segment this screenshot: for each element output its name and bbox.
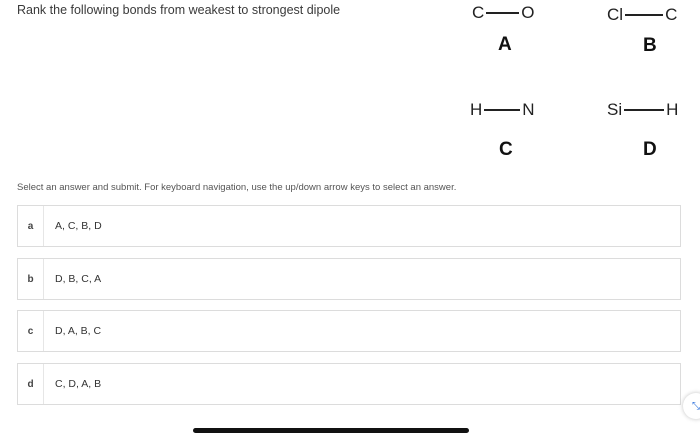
answer-option-c[interactable]: [17, 310, 681, 352]
bond-b-label: B: [643, 35, 657, 56]
bond-a-right-atom: O: [521, 3, 535, 22]
bond-a-label: A: [498, 34, 512, 55]
bond-c-label: C: [499, 139, 513, 160]
bond-c-right-atom: N: [522, 100, 535, 119]
bond-b-line: [625, 14, 663, 16]
home-indicator-bar[interactable]: [193, 428, 469, 433]
bond-c-line: [484, 109, 520, 111]
answer-option-a[interactable]: [17, 205, 681, 247]
bond-a-left-atom: C: [472, 3, 485, 22]
question-text: Rank the following bonds from weakest to strongest dipole: [17, 3, 341, 17]
option-text: C, D, A, B: [55, 378, 102, 390]
answer-option-d[interactable]: [17, 363, 681, 405]
option-text: D, A, B, C: [55, 325, 102, 337]
bond-c-left-atom: H: [470, 100, 483, 119]
bond-a: [472, 3, 535, 23]
option-letter: a: [18, 206, 44, 246]
option-text: A, C, B, D: [55, 220, 102, 232]
option-letter: b: [18, 259, 44, 299]
bond-a-line: [486, 12, 519, 14]
bond-d-line: [624, 109, 664, 111]
bond-c: [470, 100, 535, 120]
bond-d-left-atom: Si: [607, 100, 623, 119]
bond-d-right-atom: H: [666, 100, 679, 119]
option-letter: c: [18, 311, 44, 351]
bond-b-left-atom: Cl: [607, 5, 624, 24]
expand-arrows-icon: ⤡: [692, 400, 700, 412]
answer-option-b[interactable]: [17, 258, 681, 300]
expand-button[interactable]: [683, 393, 700, 419]
bond-b: [607, 5, 677, 25]
bond-d-label: D: [643, 139, 657, 160]
bond-d: [607, 100, 678, 120]
option-letter: d: [18, 364, 44, 404]
bond-b-right-atom: C: [665, 5, 678, 24]
option-text: D, B, C, A: [55, 273, 102, 285]
instructions-text: Select an answer and submit. For keyboard navigation, use the up/down arrow keys to select an answer.: [17, 182, 457, 193]
